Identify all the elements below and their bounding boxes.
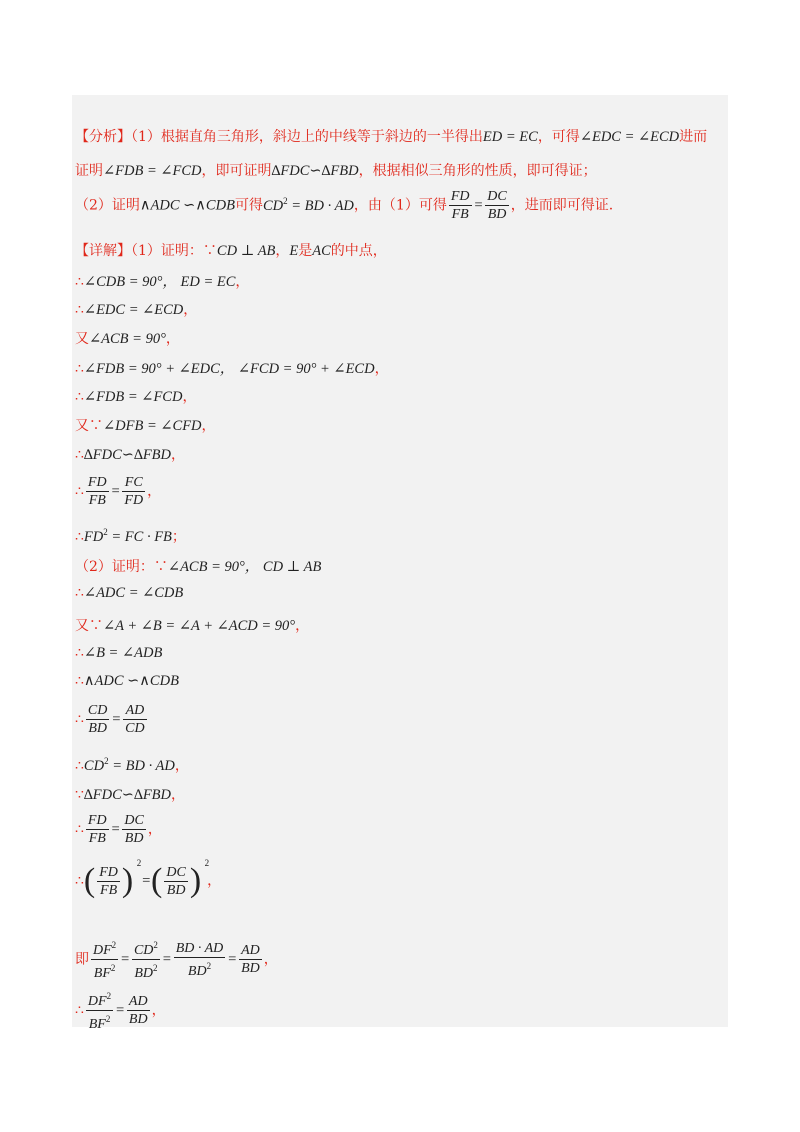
detail-text: （2）证明：∵ (75, 559, 168, 575)
detail-text: ， (182, 389, 197, 405)
fraction (132, 937, 160, 982)
detail-line-16 (75, 755, 189, 775)
analysis-line-2 (75, 160, 597, 180)
detail-line-2 (75, 299, 197, 319)
fraction (86, 702, 109, 737)
math-part: BD (134, 966, 154, 981)
detail-text: ， (201, 418, 216, 434)
fraction-numerator: CD (87, 703, 108, 718)
analysis-text: ，可得 (537, 129, 580, 145)
analysis-text: ，根据相似三角形的性质，即可得证； (358, 163, 597, 179)
fraction-denominator: BD (88, 721, 107, 736)
detail-text: ， (171, 787, 185, 803)
detail-tag: 【详解】 (75, 243, 131, 259)
fraction-denominator (132, 960, 160, 982)
math-expr: $CD^2$ = BD · AD (83, 756, 175, 774)
detail-text: ∴ (75, 673, 84, 689)
math-expr: ∠CDB = 90°， ED = EC (83, 274, 236, 290)
detail-line-8 (75, 474, 161, 509)
math-expr: = (111, 711, 122, 728)
detail-text: 又 (75, 331, 89, 347)
fraction (174, 940, 226, 980)
detail-line-6 (75, 415, 216, 435)
math-part: DF (93, 943, 112, 958)
math-expr: ∧ADC ∽∧CDB (139, 197, 235, 214)
detail-line-13 (75, 645, 162, 662)
exponent: 2 (153, 963, 158, 973)
detail-text: ， (171, 447, 185, 463)
detail-text: ∴ (75, 302, 84, 318)
exponent: 2 (153, 940, 158, 950)
fraction (86, 812, 109, 847)
fraction-numerator (86, 988, 113, 1011)
fraction-numerator: DC (487, 189, 507, 204)
analysis-line-3 (75, 188, 613, 223)
exponent: 2 (110, 963, 116, 973)
detail-text: ∴ (75, 645, 84, 661)
fraction (164, 864, 187, 899)
detail-text: ， (147, 821, 162, 838)
detail-line-5 (75, 386, 196, 406)
math-expr: ∆FDC∽∆FBD (83, 787, 171, 803)
math-expr: ∠B = ∠ADB (83, 645, 163, 661)
fraction-numerator: DC (124, 813, 144, 828)
detail-line-14 (75, 673, 179, 690)
math-expr: = (161, 951, 172, 968)
math-part (121, 858, 142, 900)
detail-text: ∴ (75, 447, 84, 463)
math-expr: = (227, 951, 238, 968)
detail-line-21 (75, 988, 166, 1033)
analysis-text: （1）根据直角三角形，斜边上的中线等于斜边的一半得出 (131, 129, 483, 145)
math-expr: ED = EC (482, 129, 538, 145)
fraction (127, 993, 150, 1028)
detail-line-4 (75, 357, 389, 378)
fraction (485, 188, 508, 223)
fraction-denominator: FD (124, 493, 144, 508)
analysis-line-1 (75, 126, 707, 146)
fraction-denominator (86, 1011, 113, 1033)
detail-line-9 (75, 526, 186, 546)
detail-line-19 (75, 858, 222, 900)
math-expr: = (110, 821, 121, 838)
fraction-numerator: FD (450, 189, 470, 204)
detail-line-7 (75, 444, 185, 464)
detail-text: ∴ (75, 873, 84, 889)
fraction-numerator: AD (241, 943, 260, 958)
detail-line-18 (75, 812, 162, 847)
fraction-numerator: BD · AD (175, 940, 224, 956)
fraction-denominator (91, 960, 118, 982)
detail-text: ， (207, 873, 222, 889)
fraction-numerator: FC (122, 474, 145, 492)
detail-line-20 (75, 937, 278, 982)
fraction-numerator: DC (166, 864, 186, 880)
math-expr: = (120, 951, 130, 968)
detail-text: ∴ (75, 821, 84, 838)
parenthesis: ( (83, 862, 96, 899)
exponent: 2 (206, 960, 212, 971)
math-expr: ∧ADC ∽∧CDB (83, 673, 179, 689)
detail-text: 又∵ (75, 618, 103, 634)
analysis-text: ，由（1）可得 (353, 197, 447, 214)
parenthesis: ) (189, 862, 202, 899)
math-expr: = (141, 873, 152, 889)
detail-text: ∴ (75, 389, 84, 405)
detail-text: ， (147, 483, 162, 500)
math-expr: ∠EDC = ∠ECD (579, 129, 680, 145)
fraction-numerator: FD (87, 475, 107, 490)
math-part: BF (88, 1017, 106, 1032)
parenthesis: ( (151, 862, 163, 899)
math-expr: AC (312, 243, 331, 259)
math-expr: ∠ACB = 90° (89, 331, 166, 347)
fraction (86, 474, 109, 509)
detail-text: ， (165, 331, 180, 347)
analysis-text: ，进而即可得证. (510, 197, 614, 214)
detail-line-17 (75, 784, 185, 804)
math-expr: ∠DFB = ∠CFD (103, 418, 202, 434)
fraction-numerator: FD (99, 864, 118, 880)
detail-text: ∴ (75, 361, 84, 377)
fraction-denominator: FB (88, 493, 106, 508)
exponent: 2 (204, 858, 210, 868)
fraction-denominator: BD (128, 1012, 148, 1027)
detail-text: ， (263, 951, 278, 968)
detail-text: ∴ (75, 585, 84, 601)
detail-text: ， (183, 302, 198, 318)
exponent: 2 (111, 940, 117, 950)
detail-line-10 (75, 555, 321, 576)
detail-text: ； (171, 529, 186, 545)
detail-text: ∴ (75, 529, 84, 545)
detail-line-15 (75, 702, 149, 737)
fraction-denominator: FB (451, 207, 469, 222)
detail-text: ， (374, 361, 389, 377)
math-expr: ∠FDB = ∠FCD (103, 163, 202, 179)
detail-text: ∴ (75, 711, 84, 728)
fraction (122, 474, 145, 509)
detail-line-1 (75, 270, 249, 291)
math-expr: = (110, 483, 121, 500)
fraction-denominator: FB (100, 882, 118, 898)
analysis-text: 可得 (234, 197, 263, 214)
detail-text: ， (295, 618, 310, 634)
fraction (97, 864, 120, 899)
math-expr: ∠FDB = ∠FCD (83, 389, 183, 405)
math-expr: ∠FDB = 90° + ∠EDC， ∠FCD = 90° + ∠ECD (83, 361, 375, 377)
detail-text: 即 (75, 951, 89, 968)
detail-text: 又∵ (75, 418, 103, 434)
analysis-tag: 【分析】 (75, 129, 131, 145)
math-expr: ∠ACB = 90°， CD ⊥ AB (167, 559, 322, 575)
math-part: DF (87, 994, 107, 1009)
detail-line-3 (75, 328, 180, 348)
detail-text: ， (151, 1002, 166, 1019)
fraction-denominator: CD (125, 721, 145, 736)
parenthesis: ) (121, 862, 134, 899)
math-expr: ∆FDC∽∆FBD (271, 163, 359, 179)
detail-line-0 (75, 240, 387, 260)
math-expr: $FD^2$ = FC · FB (83, 527, 172, 545)
math-expr: = (473, 197, 484, 214)
fraction-numerator (91, 937, 118, 960)
math-expr: E (289, 243, 299, 259)
detail-text: ， (174, 758, 189, 774)
detail-line-12 (75, 615, 309, 635)
detail-text: （1）证明：∵ (131, 243, 217, 259)
analysis-text: （2）证明 (75, 197, 140, 214)
math-part: BD (187, 963, 207, 979)
math-expr: ∆FDC∽∆FBD (83, 447, 171, 463)
fraction-numerator (132, 937, 160, 960)
fraction-denominator: FB (88, 831, 106, 846)
math-expr: CD ⊥ AB (216, 243, 276, 259)
fraction (86, 988, 113, 1033)
fraction (91, 937, 118, 982)
fraction-denominator: BD (166, 882, 186, 898)
detail-text: 是 (298, 243, 313, 259)
fraction (239, 942, 262, 977)
analysis-text: 进而 (679, 129, 708, 145)
detail-line-11 (75, 585, 183, 602)
detail-text: ∴ (75, 483, 84, 500)
fraction-numerator: AD (123, 702, 146, 720)
exponent: 2 (136, 858, 142, 868)
exponent: 2 (106, 991, 112, 1001)
detail-text: 的中点， (330, 243, 387, 259)
detail-text: ∵ (75, 787, 84, 803)
fraction (122, 812, 145, 847)
math-expr: $CD^2$ = BD · AD (262, 195, 354, 214)
math-expr: ∠ADC = ∠CDB (83, 585, 184, 601)
detail-text: ∴ (75, 1002, 84, 1019)
fraction (449, 188, 472, 223)
detail-text: ∴ (75, 274, 84, 290)
math-expr: ∠A + ∠B = ∠A + ∠ACD = 90° (103, 618, 296, 634)
analysis-text: ，即可证明 (201, 163, 272, 179)
fraction-numerator: FD (87, 813, 107, 828)
fraction-numerator: AD (128, 994, 148, 1009)
fraction-denominator: BD (487, 207, 507, 222)
fraction-denominator: BD (241, 961, 260, 976)
analysis-text: 证明 (75, 163, 103, 179)
detail-text: ， (275, 243, 290, 259)
detail-text: ∴ (75, 758, 84, 774)
fraction-denominator (174, 958, 226, 980)
detail-text: ， (235, 274, 250, 290)
exponent: 2 (105, 1014, 111, 1024)
fraction-denominator: BD (124, 831, 144, 846)
fraction (123, 702, 146, 737)
math-expr: ∠EDC = ∠ECD (83, 302, 184, 318)
math-expr: = (115, 1002, 125, 1019)
math-part (189, 858, 210, 900)
math-part: BF (93, 966, 111, 981)
math-part: CD (133, 943, 154, 958)
